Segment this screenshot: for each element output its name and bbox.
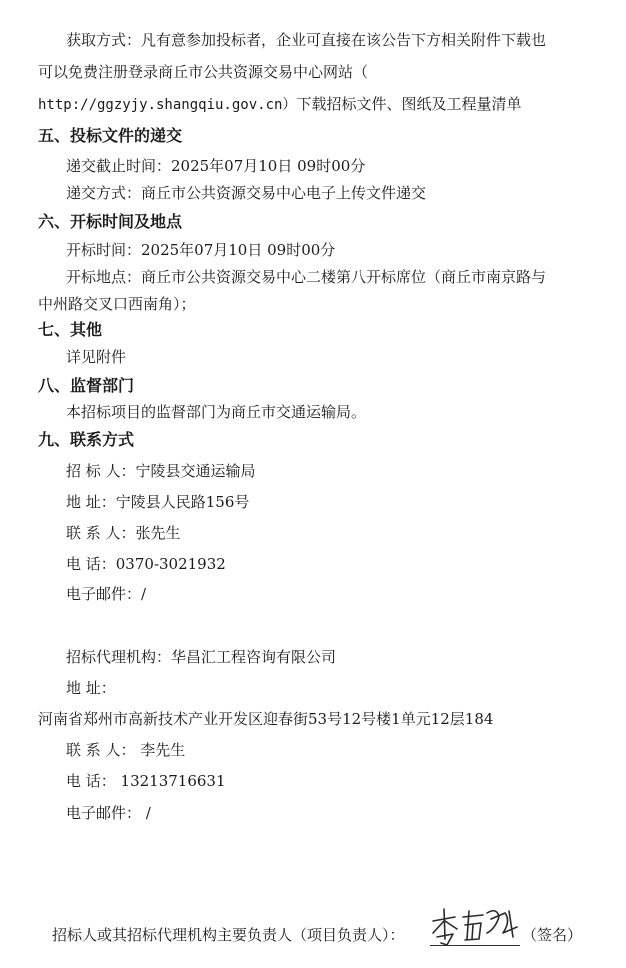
acquire-line-3 (38, 94, 521, 115)
opening-place-line-1: 开标地点：商丘市公共资源交易中心二楼第八开标席位（商丘市南京路与 (66, 268, 547, 286)
section-9-heading: 九、联系方式 (38, 430, 135, 449)
supervision-text: 本招标项目的监督部门为商丘市交通运输局。 (66, 403, 367, 421)
section-5-heading: 五、投标文件的递交 (38, 126, 183, 145)
submission-method: 递交方式：商丘市公共资源交易中心电子上传文件递交 (66, 184, 427, 202)
section-7-heading: 七、其他 (38, 320, 103, 339)
website-url: http://ggzyjy.shangqiu.gov.cn） (38, 97, 297, 113)
submission-deadline: 递交截止时间：2025年07月10日 09时00分 (66, 157, 366, 175)
opening-place-line-2: 中州路交叉口西南角）； (38, 295, 196, 313)
opening-time: 开标时间：2025年07月10日 09时00分 (66, 241, 336, 259)
contact-address: 地 址：宁陵县人民路156号 (66, 493, 250, 511)
section-6-heading: 六、开标时间及地点 (38, 212, 183, 231)
agency-address-label: 地 址： (66, 679, 116, 697)
acquire-line-3-rest: 下载招标文件、图纸及工程量清单 (296, 95, 522, 113)
contact-email: 电子邮件：/ (66, 585, 147, 603)
contact-person: 联 系 人：张先生 (66, 524, 181, 542)
section-8-heading: 八、监督部门 (38, 376, 135, 395)
agency-email: 电子邮件： / (66, 804, 151, 822)
agency-name: 招标代理机构：华昌汇工程咨询有限公司 (66, 648, 337, 666)
other-text: 详见附件 (66, 348, 127, 366)
signature-label: 招标人或其招标代理机构主要负责人（项目负责人）： (52, 926, 405, 944)
acquire-line-2: 可以免费注册登录商丘市公共资源交易中心网站（ (38, 63, 369, 81)
agency-phone: 电 话： 13213716631 (66, 772, 226, 790)
acquire-line-1: 获取方式：凡有意参加投标者，企业可直接在该公告下方相关附件下载也 (66, 31, 547, 49)
handwritten-signature (425, 903, 530, 951)
signature-suffix: （签名） (522, 926, 583, 944)
contact-phone: 电 话：0370-3021932 (66, 555, 226, 573)
agency-address: 河南省郑州市高新技术产业开发区迎春街53号12号楼1单元12层184 (38, 710, 494, 728)
contact-tenderer: 招 标 人：宁陵县交通运输局 (66, 462, 256, 480)
agency-contact: 联 系 人： 李先生 (66, 741, 186, 759)
